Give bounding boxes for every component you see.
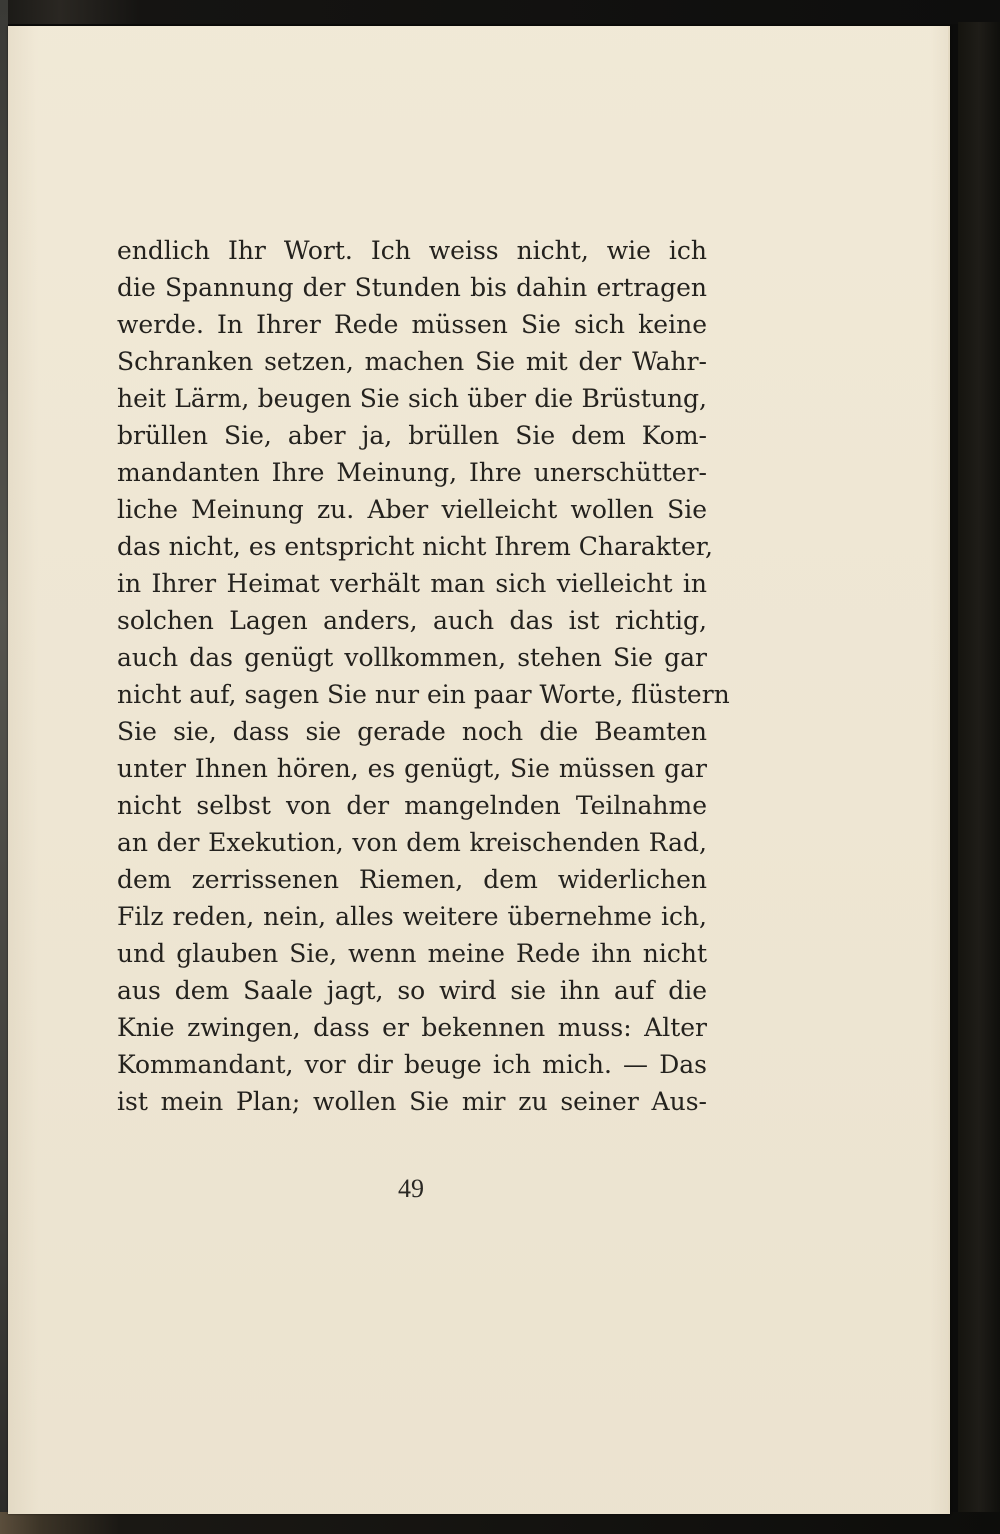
- text-line: unter Ihnen hören, es genügt, Sie müssen gar: [117, 754, 707, 783]
- book-spine-edge: [0, 0, 8, 1534]
- text-line: aus dem Saale jagt, so wird sie ihn auf die: [117, 976, 707, 1005]
- text-line: die Spannung der Stunden bis dahin ertragen: [117, 273, 707, 302]
- text-line: und glauben Sie, wenn meine Rede ihn nicht: [117, 939, 707, 968]
- text-line: ist mein Plan; wollen Sie mir zu seiner Aus-: [117, 1087, 707, 1116]
- text-line: heit Lärm, beugen Sie sich über die Brüstung,: [117, 384, 707, 413]
- book-cover-board: [958, 22, 1000, 1522]
- text-line: nicht selbst von der mangelnden Teilnahme: [117, 791, 707, 820]
- paper-page: [8, 26, 950, 1514]
- text-line: solchen Lagen anders, auch das ist richtig,: [117, 606, 707, 635]
- text-line: nicht auf, sagen Sie nur ein paar Worte, flüstern: [117, 680, 730, 709]
- text-line: Knie zwingen, dass er bekennen muss: Alter: [117, 1013, 707, 1042]
- scan-top-edge: [0, 0, 1000, 24]
- text-line: endlich Ihr Wort. Ich weiss nicht, wie ich: [117, 236, 707, 265]
- text-line: werde. In Ihrer Rede müssen Sie sich keine: [117, 310, 707, 339]
- scan-bottom-edge: [0, 1512, 1000, 1534]
- body-text: [117, 232, 730, 1120]
- text-line: mandanten Ihre Meinung, Ihre unerschütter-: [117, 458, 707, 487]
- text-line: auch das genügt vollkommen, stehen Sie gar: [117, 643, 707, 672]
- text-line: in Ihrer Heimat verhält man sich vielleicht in: [117, 569, 707, 598]
- text-line: Sie sie, dass sie gerade noch die Beamten: [117, 717, 707, 746]
- page-number: 49: [398, 1174, 424, 1203]
- text-line: dem zerrissenen Riemen, dem widerlichen: [117, 865, 707, 894]
- text-line: Filz reden, nein, alles weitere übernehme ich,: [117, 902, 707, 931]
- text-line: brüllen Sie, aber ja, brüllen Sie dem Kom-: [117, 421, 707, 450]
- text-line: an der Exekution, von dem kreischenden Rad,: [117, 828, 707, 857]
- text-line: Kommandant, vor dir beuge ich mich. — Das: [117, 1050, 707, 1079]
- text-line: das nicht, es entspricht nicht Ihrem Charakter,: [117, 532, 713, 561]
- text-line: liche Meinung zu. Aber vielleicht wollen Sie: [117, 495, 707, 524]
- text-line: Schranken setzen, machen Sie mit der Wahr-: [117, 347, 707, 376]
